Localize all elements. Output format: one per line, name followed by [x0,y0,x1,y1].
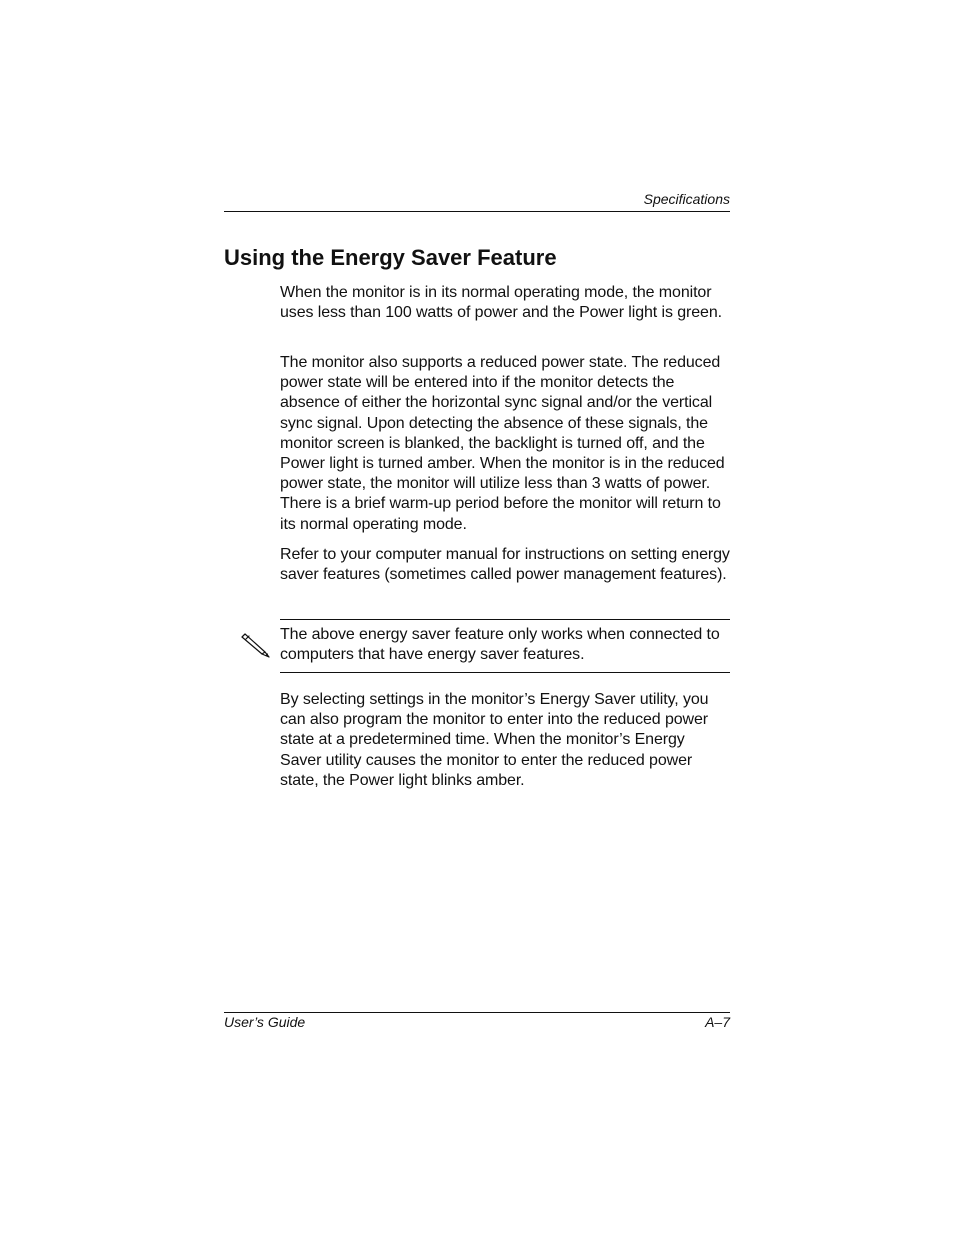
section-title: Using the Energy Saver Feature [224,245,557,270]
paragraph-energy-saver-utility: By selecting settings in the monitor’s Energy Saver utility, you can also program the monitor to enter into the reduced power state at a predetermined time. When the monitor’s Energy Saver utility causes the monitor to enter the reduced power state, the Power light blinks amber. [280,691,709,789]
note-bottom-rule [280,672,730,673]
note-top-rule [280,619,730,620]
footer-guide-title: User’s Guide [224,1014,306,1030]
paragraph-reduced-power: The monitor also supports a reduced power state. The reduced power state will be entered into if the monitor detects the absence of either the horizontal sync signal and/or the vertical sync signal. Upon detecting the absence of these signals, the monitor screen is blanked, the backlight is turned off, and the Power light is turned amber. When the monitor is in the reduced power state, the monitor will utilize less than 3 watts of power. There is a brief warm-up period before the monitor will return to its normal operating mode. [280,354,725,533]
paragraph-refer-manual: Refer to your computer manual for instructions on setting energy saver features (sometimes called power management features). [280,546,730,584]
header-rule [224,211,730,212]
running-header: Specifications [643,191,730,207]
pencil-note-icon [240,626,276,662]
note-text: The above energy saver feature only works when connected to computers that have energy saver features. [280,626,720,664]
footer-page-number: A–7 [705,1014,730,1030]
paragraph-normal-mode: When the monitor is in its normal operating mode, the monitor uses less than 100 watts of power and the Power light is green. [280,284,722,322]
